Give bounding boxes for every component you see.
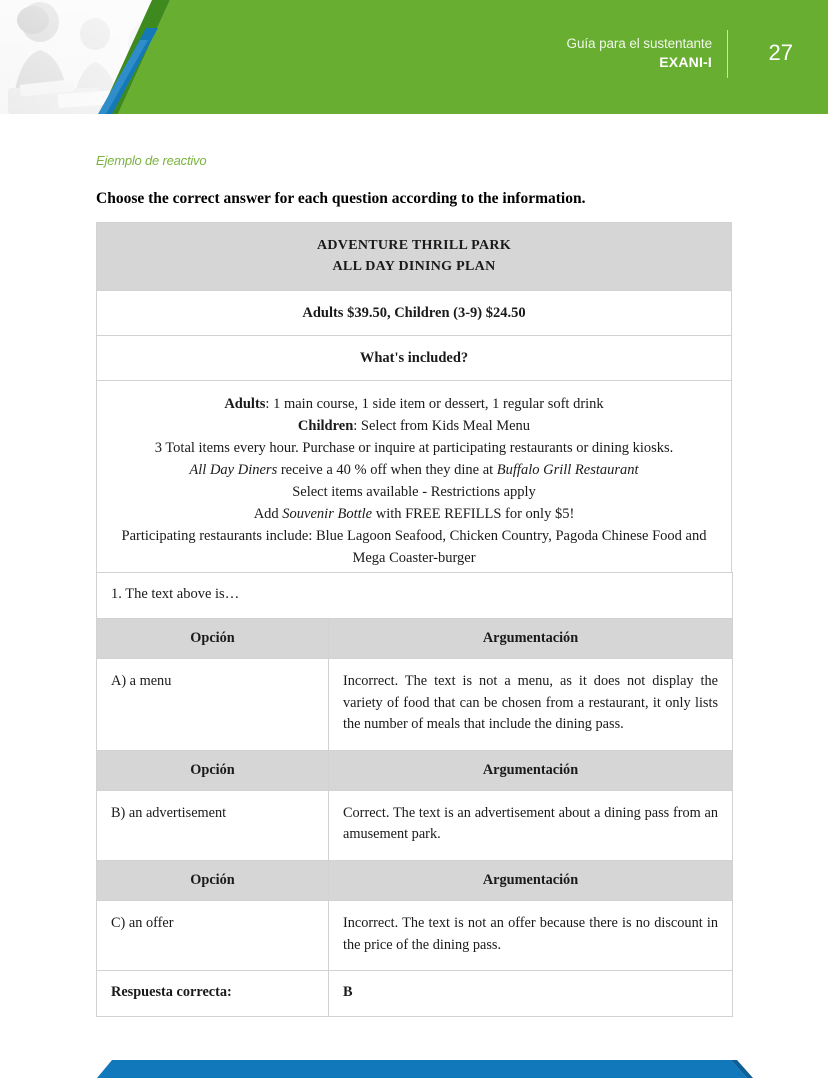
passage-title-cell xyxy=(97,223,732,291)
footer-blue-bar xyxy=(0,1060,828,1078)
correct-answer-label: Respuesta correcta: xyxy=(97,971,329,1016)
question-answers-table xyxy=(96,572,733,1017)
column-header-option: Opción xyxy=(97,618,329,658)
passage-body-cell xyxy=(97,380,732,583)
adults-text: : 1 main course, 1 side item or dessert, 1 regular soft drink xyxy=(265,395,604,412)
table-row[interactable] xyxy=(97,659,733,750)
reading-passage-table xyxy=(96,222,732,584)
table-row xyxy=(97,335,732,380)
passage-body-line-4 xyxy=(111,459,717,481)
option-argument-a: Incorrect. The text is not a menu, as it does not display the variety of food that can be chosen from a restaurant, it only lists the number of meals that include the dining pass. xyxy=(329,659,733,750)
table-row xyxy=(97,290,732,335)
table-row[interactable] xyxy=(97,790,733,860)
all-day-diners-emphasis: All Day Diners xyxy=(189,461,278,478)
diners-discount-text: receive a 40 % off when they dine at xyxy=(277,461,497,478)
table-row[interactable] xyxy=(97,901,733,971)
table-header-row xyxy=(97,860,733,900)
exam-name: EXANI-I xyxy=(659,53,712,70)
passage-body-line-5: Select items available - Restrictions apply xyxy=(292,483,536,500)
table-row xyxy=(97,223,732,291)
adults-label: Adults xyxy=(224,395,266,412)
section-label: Ejemplo de reactivo xyxy=(96,153,207,168)
column-header-argument: Argumentación xyxy=(329,860,733,900)
option-argument-b: Correct. The text is an advertisement about a dining pass from an amusement park. xyxy=(329,790,733,860)
children-label: Children xyxy=(297,417,354,434)
passage-included-header-cell: What's included? xyxy=(97,335,732,380)
header-divider xyxy=(727,30,728,78)
passage-title-line2: ALL DAY DINING PLAN xyxy=(332,259,496,275)
add-text: Add xyxy=(253,505,283,522)
page-header xyxy=(0,0,828,114)
question-stem: 1. The text above is… xyxy=(97,573,733,619)
passage-body-line-7: Participating restaurants include: Blue Lagoon Seafood, Chicken Country, Pagoda Chinese Food and Mega Coaster-burger xyxy=(121,527,707,566)
column-header-argument: Argumentación xyxy=(329,750,733,790)
children-text: : Select from Kids Meal Menu xyxy=(353,417,531,434)
passage-price-cell: Adults $39.50, Children (3-9) $24.50 xyxy=(97,290,732,335)
refills-text: with FREE REFILLS for only $5! xyxy=(372,505,575,522)
column-header-option: Opción xyxy=(97,860,329,900)
page-footer xyxy=(0,1060,828,1078)
option-label-c[interactable]: C) an offer xyxy=(97,901,329,971)
passage-body-line-2 xyxy=(111,415,717,437)
option-label-b[interactable]: B) an advertisement xyxy=(97,790,329,860)
column-header-option: Opción xyxy=(97,750,329,790)
passage-body-line-1 xyxy=(111,393,717,415)
souvenir-bottle-emphasis: Souvenir Bottle xyxy=(282,505,373,522)
page-number: 27 xyxy=(768,40,793,65)
table-header-row xyxy=(97,750,733,790)
instruction-text: Choose the correct answer for each question according to the information. xyxy=(96,190,586,207)
passage-body-line-3: 3 Total items every hour. Purchase or inquire at participating restaurants or dining kiosks. xyxy=(154,439,674,456)
option-argument-c: Incorrect. The text is not an offer because there is no discount in the price of the dining pass. xyxy=(329,901,733,971)
passage-body-line-6 xyxy=(111,503,717,525)
header-titles xyxy=(567,35,712,71)
guide-title: Guía para el sustentante xyxy=(566,36,712,51)
column-header-argument: Argumentación xyxy=(329,618,733,658)
passage-title-line1: ADVENTURE THRILL PARK xyxy=(316,238,512,253)
buffalo-grill-emphasis: Buffalo Grill Restaurant xyxy=(496,461,639,478)
question-stem-row xyxy=(97,573,733,619)
correct-answer-row xyxy=(97,971,733,1016)
correct-answer-value: B xyxy=(329,971,733,1016)
table-row xyxy=(97,380,732,583)
option-label-a[interactable]: A) a menu xyxy=(97,659,329,750)
table-header-row xyxy=(97,618,733,658)
